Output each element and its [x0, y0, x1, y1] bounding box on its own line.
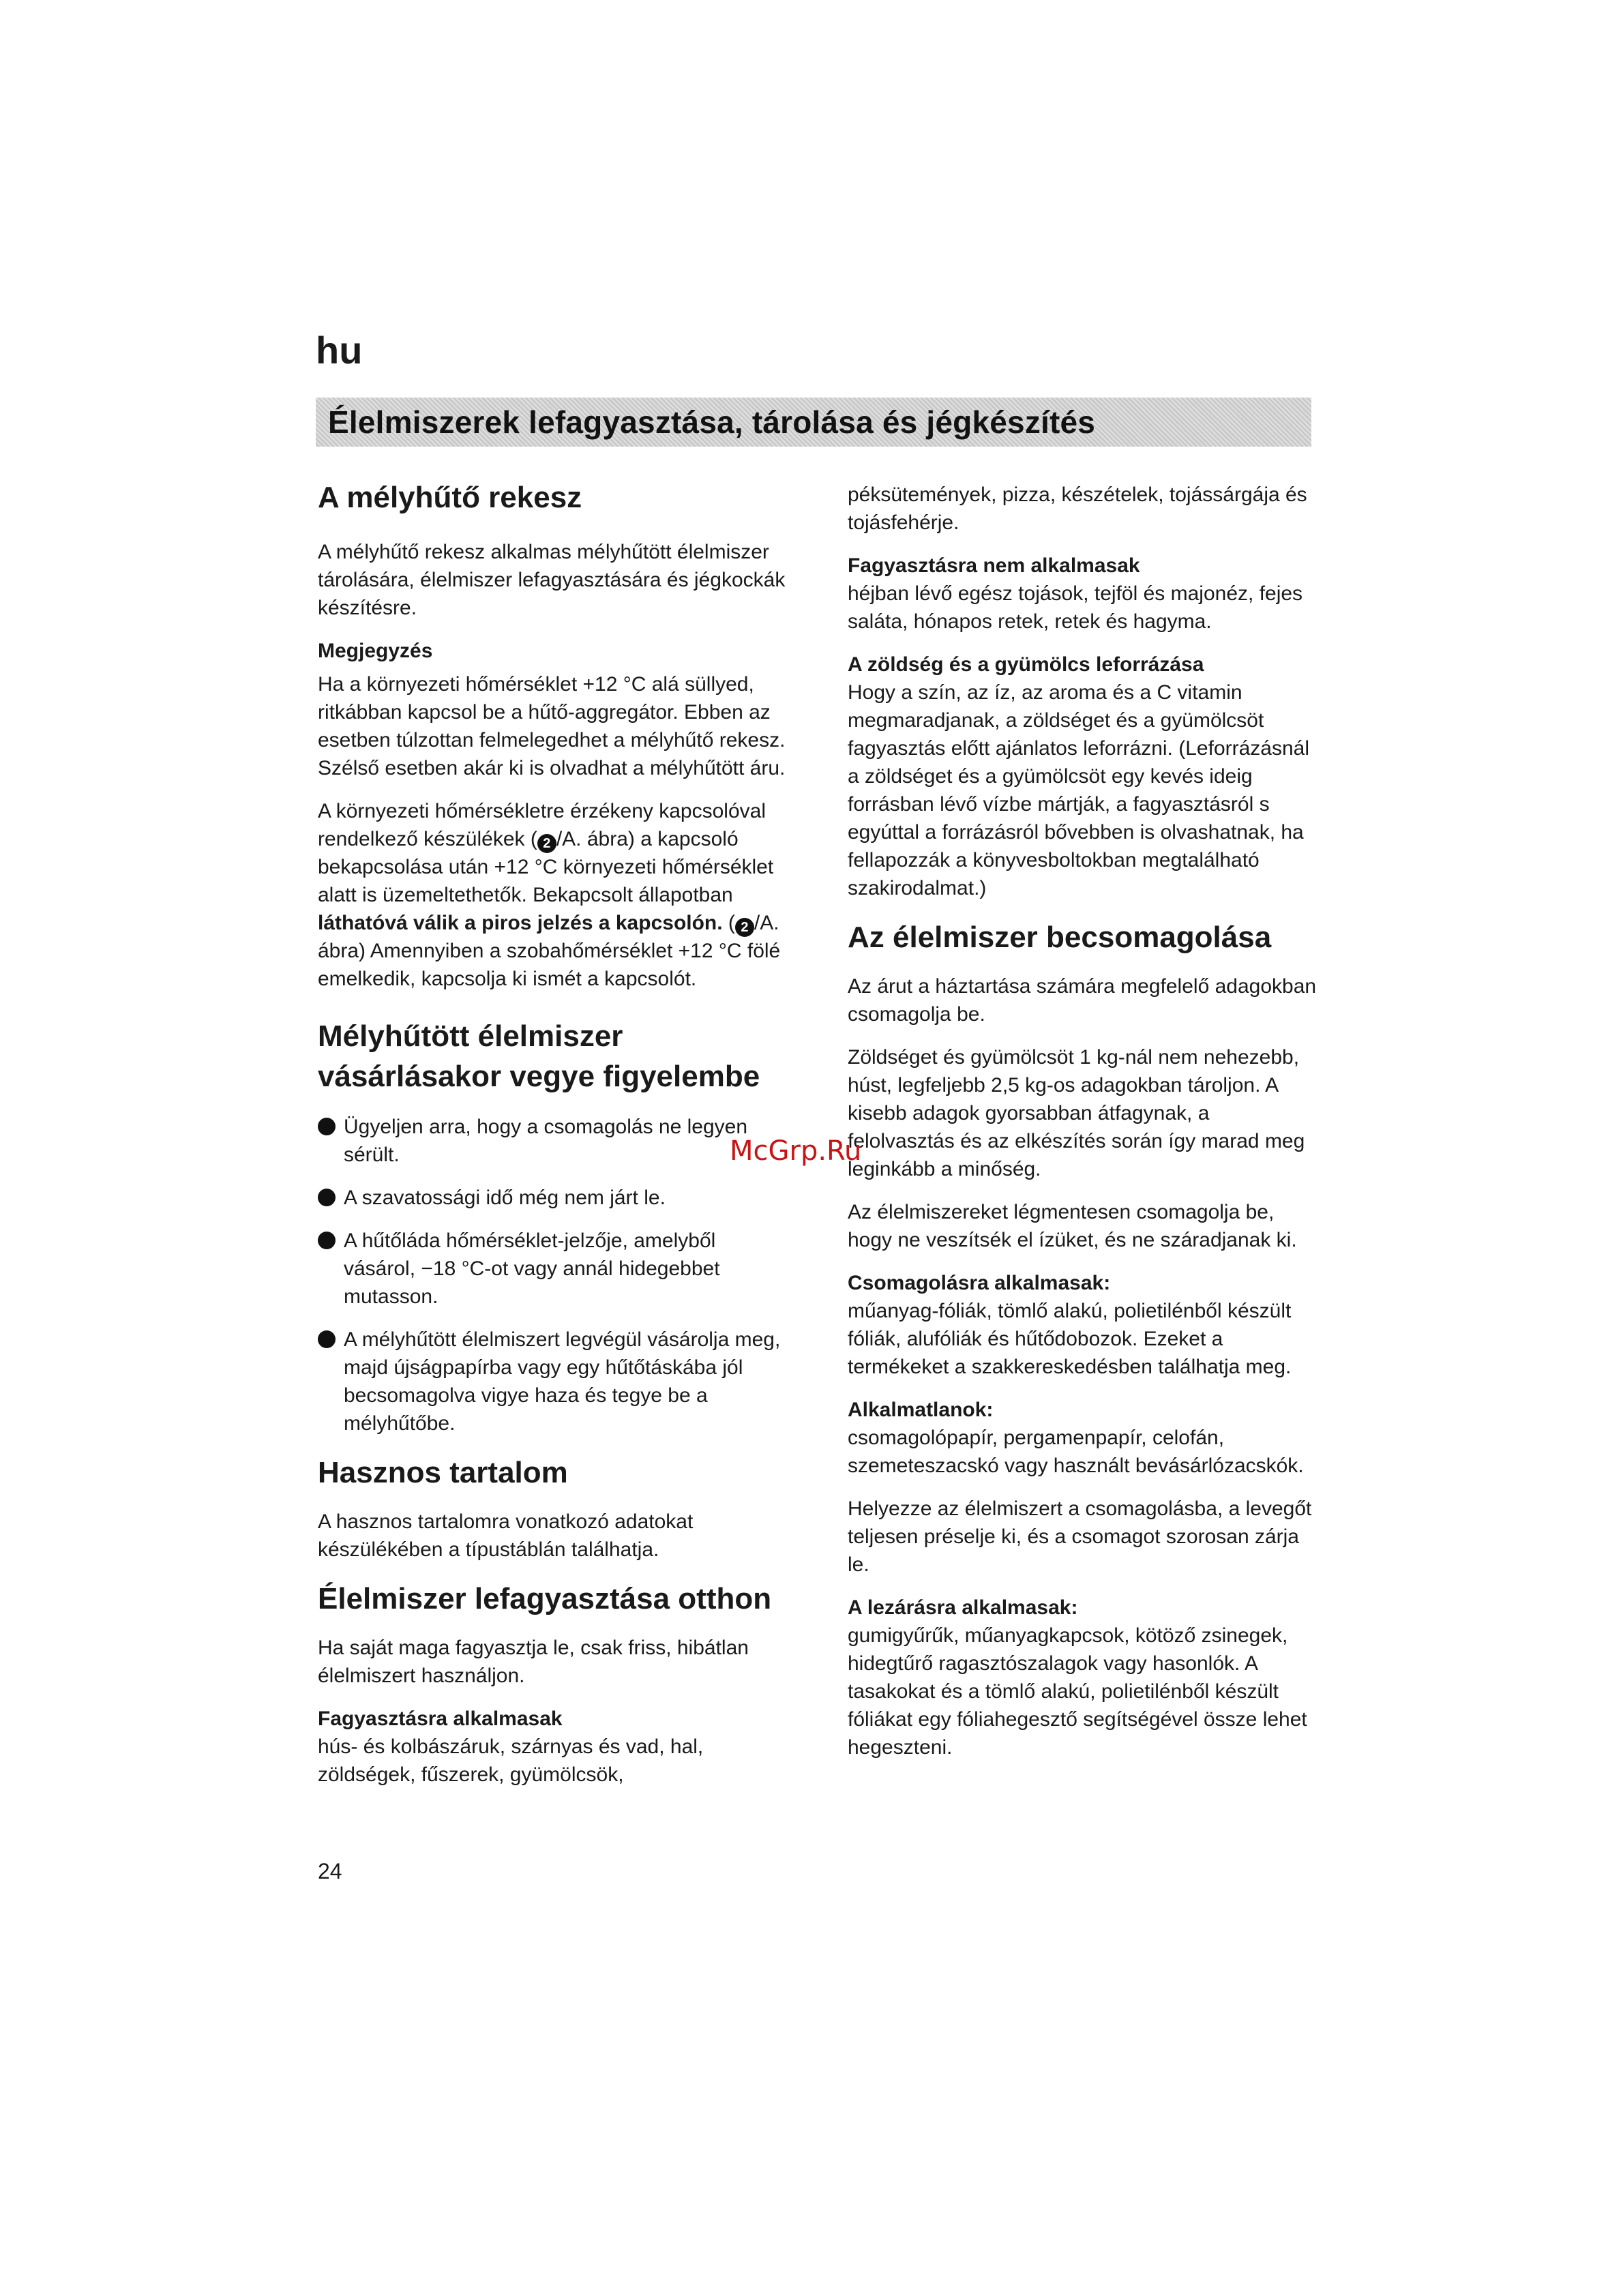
watermark: McGrp.Ru [730, 1135, 862, 1167]
packaging-suitable-text: műanyag-fóliák, tömlő alakú, polietilénből készült fóliák, alufóliák és hűtődobozok. Ezeket a termékeket a szakkereskedésben találhatja meg. [848, 1300, 1292, 1378]
suitable-label: Fagyasztásra alkalmasak [318, 1708, 563, 1730]
text-run: ( [722, 912, 735, 934]
list-item-text: Ügyeljen arra, hogy a csomagolás ne legyen sérült. [344, 1116, 748, 1166]
list-item-text: A szavatossági idő még nem járt le. [344, 1187, 666, 1209]
packaging-suitable-label: Csomagolásra alkalmasak: [848, 1272, 1111, 1294]
paragraph: A mélyhűtő rekesz alkalmas mélyhűtött élelmiszer tárolására, élelmiszer lefagyasztására és jégkockák készítésre. [318, 541, 786, 619]
page-number: 24 [318, 1859, 342, 1883]
paragraph: Helyezze az élelmiszert a csomagolásba, a levegőt teljesen préselje ki, és a csomagot szorosan zárja le. [848, 1497, 1312, 1576]
list-item [318, 1113, 788, 1169]
blanching-text: Hogy a szín, az íz, az aroma és a C vitamin megmaradjanak, a zöldséget és a gyümölcsöt fagyasztás előtt ajánlatos leforrázni. (Leforrázásnál a zöldséget és a gyümölcsöt egy kevés ideig forrásban lévő vízbe mártják, a fagyasztásról s egyúttal a forrázásról bővebben is olvashatnak, ha fellapozzák a könyvesboltokban megtalálható szakirodalmat.) [848, 681, 1310, 899]
paragraph: A hasznos tartalomra vonatkozó adatokat készülékében a típustáblán találhatja. [318, 1510, 694, 1561]
paragraph: Az élelmiszereket légmentesen csomagolja be, hogy ne veszítsék el ízüket, és ne száradjanak ki. [848, 1201, 1297, 1251]
left-column [318, 477, 788, 1789]
sealing-text: gumigyűrűk, műanyagkapcsok, kötöző zsinegek, hidegtűrő ragasztószalagok vagy hasonlók. A tasakokat és a tömlő alakú, polietilénből készült fóliákat egy fóliahegesztő segítségével össze lehet hegeszteni. [848, 1624, 1307, 1759]
figure-ref-circle: 2 [537, 834, 556, 853]
text-run-bold: láthatóvá válik a piros jelzés a kapcsolón. [318, 912, 723, 934]
unsuitable-packaging-text: csomagolópapír, pergamenpapír, celofán, szemeteszacskó vagy használt bevásárlózacskók. [848, 1427, 1304, 1477]
list-item [318, 1227, 788, 1311]
page-title: Élelmiszerek lefagyasztása, tárolása és jégkészítés [328, 404, 1096, 440]
page-title-banner [316, 398, 1311, 447]
text-run: /A. ábra) Amennyiben a szobahőmérséklet +12 °C fölé emelkedik, kapcsolja ki ismét a kapcsolót. [318, 912, 781, 990]
unsuitable-label: Fagyasztásra nem alkalmasak [848, 554, 1140, 577]
suitable-text: hús- és kolbászáruk, szárnyas és vad, hal, zöldségek, fűszerek, gyümölcsök, [318, 1735, 704, 1786]
section-freezer-compartment [318, 477, 788, 993]
list-item [318, 1326, 788, 1437]
text-run: /A. ábra) a kapcsoló bekapcsolása után +12 °C környezeti hőmérséklet alatt is üzemeltethetők. Bekapcsolt állapotban [318, 828, 774, 906]
language-code: hu [316, 329, 363, 372]
section-heading: A mélyhűtő rekesz [318, 481, 582, 514]
section-heading: Hasznos tartalom [318, 1456, 568, 1489]
note-text: Ha a környezeti hőmérséklet +12 °C alá süllyed, ritkábban kapcsol be a hűtő-aggregátor. Ebben az esetben túlzottan felmelegedhet a mélyhűtő rekesz. Szélső esetben akár ki is olvadhat a mélyhűtött áru. [318, 673, 786, 779]
figure-ref-circle: 2 [735, 918, 754, 937]
section-packaging [848, 917, 1318, 1761]
paragraph-switch [318, 797, 788, 993]
right-column [848, 481, 1318, 1761]
bullet-icon [318, 1118, 336, 1135]
sealing-label: A lezárásra alkalmasak: [848, 1596, 1078, 1619]
bullet-icon [318, 1330, 336, 1348]
section-freezing-at-home [318, 1579, 788, 1789]
paragraph: Ha saját maga fagyasztja le, csak friss, hibátlan élelmiszert használjon. [318, 1637, 749, 1687]
text-run: A környezeti hőmérsékletre érzékeny kapcsolóval rendelkező készülékek ( [318, 800, 766, 850]
bullet-icon [318, 1189, 336, 1206]
continued-text: péksütemények, pizza, készételek, tojássárgája és tojásfehérje. [848, 483, 1307, 534]
section-heading: Élelmiszer lefagyasztása otthon [318, 1582, 772, 1615]
paragraph: Az árut a háztartása számára megfelelő adagokban csomagolja be. [848, 975, 1317, 1026]
section-usable-capacity [318, 1452, 788, 1564]
section-heading: Az élelmiszer becsomagolása [848, 921, 1272, 954]
note-label: Megjegyzés [318, 640, 433, 662]
paragraph: Zöldséget és gyümölcsöt 1 kg-nál nem nehezebb, húst, legfeljebb 2,5 kg-os adagokban tároljon. A kisebb adagok gyorsabban átfagynak, a felolvasztás és az elkészítés során így marad meg leginkább a minőség. [848, 1046, 1305, 1180]
section-heading: Mélyhűtött élelmiszer vásárlásakor vegye figyelembe [318, 1019, 760, 1093]
blanching-label: A zöldség és a gyümölcs leforrázása [848, 653, 1204, 676]
bullet-icon [318, 1232, 336, 1249]
unsuitable-text: héjban lévő egész tojások, tejföl és majonéz, fejes saláta, hónapos retek, retek és hagyma. [848, 582, 1303, 633]
list-item-text: A hűtőláda hőmérséklet-jelzője, amelyből vásárol, −18 °C-ot vagy annál hidegebbet mutasson. [344, 1229, 720, 1308]
bullet-list [318, 1113, 788, 1437]
list-item [318, 1184, 788, 1212]
unsuitable-packaging-label: Alkalmatlanok: [848, 1399, 994, 1421]
list-item-text: A mélyhűtött élelmiszert legvégül vásárolja meg, majd újságpapírba vagy egy hűtőtáskába jól becsomagolva vigye haza és tegye be a mélyhűtőbe. [344, 1328, 781, 1435]
section-buying-frozen-food [318, 1016, 788, 1437]
